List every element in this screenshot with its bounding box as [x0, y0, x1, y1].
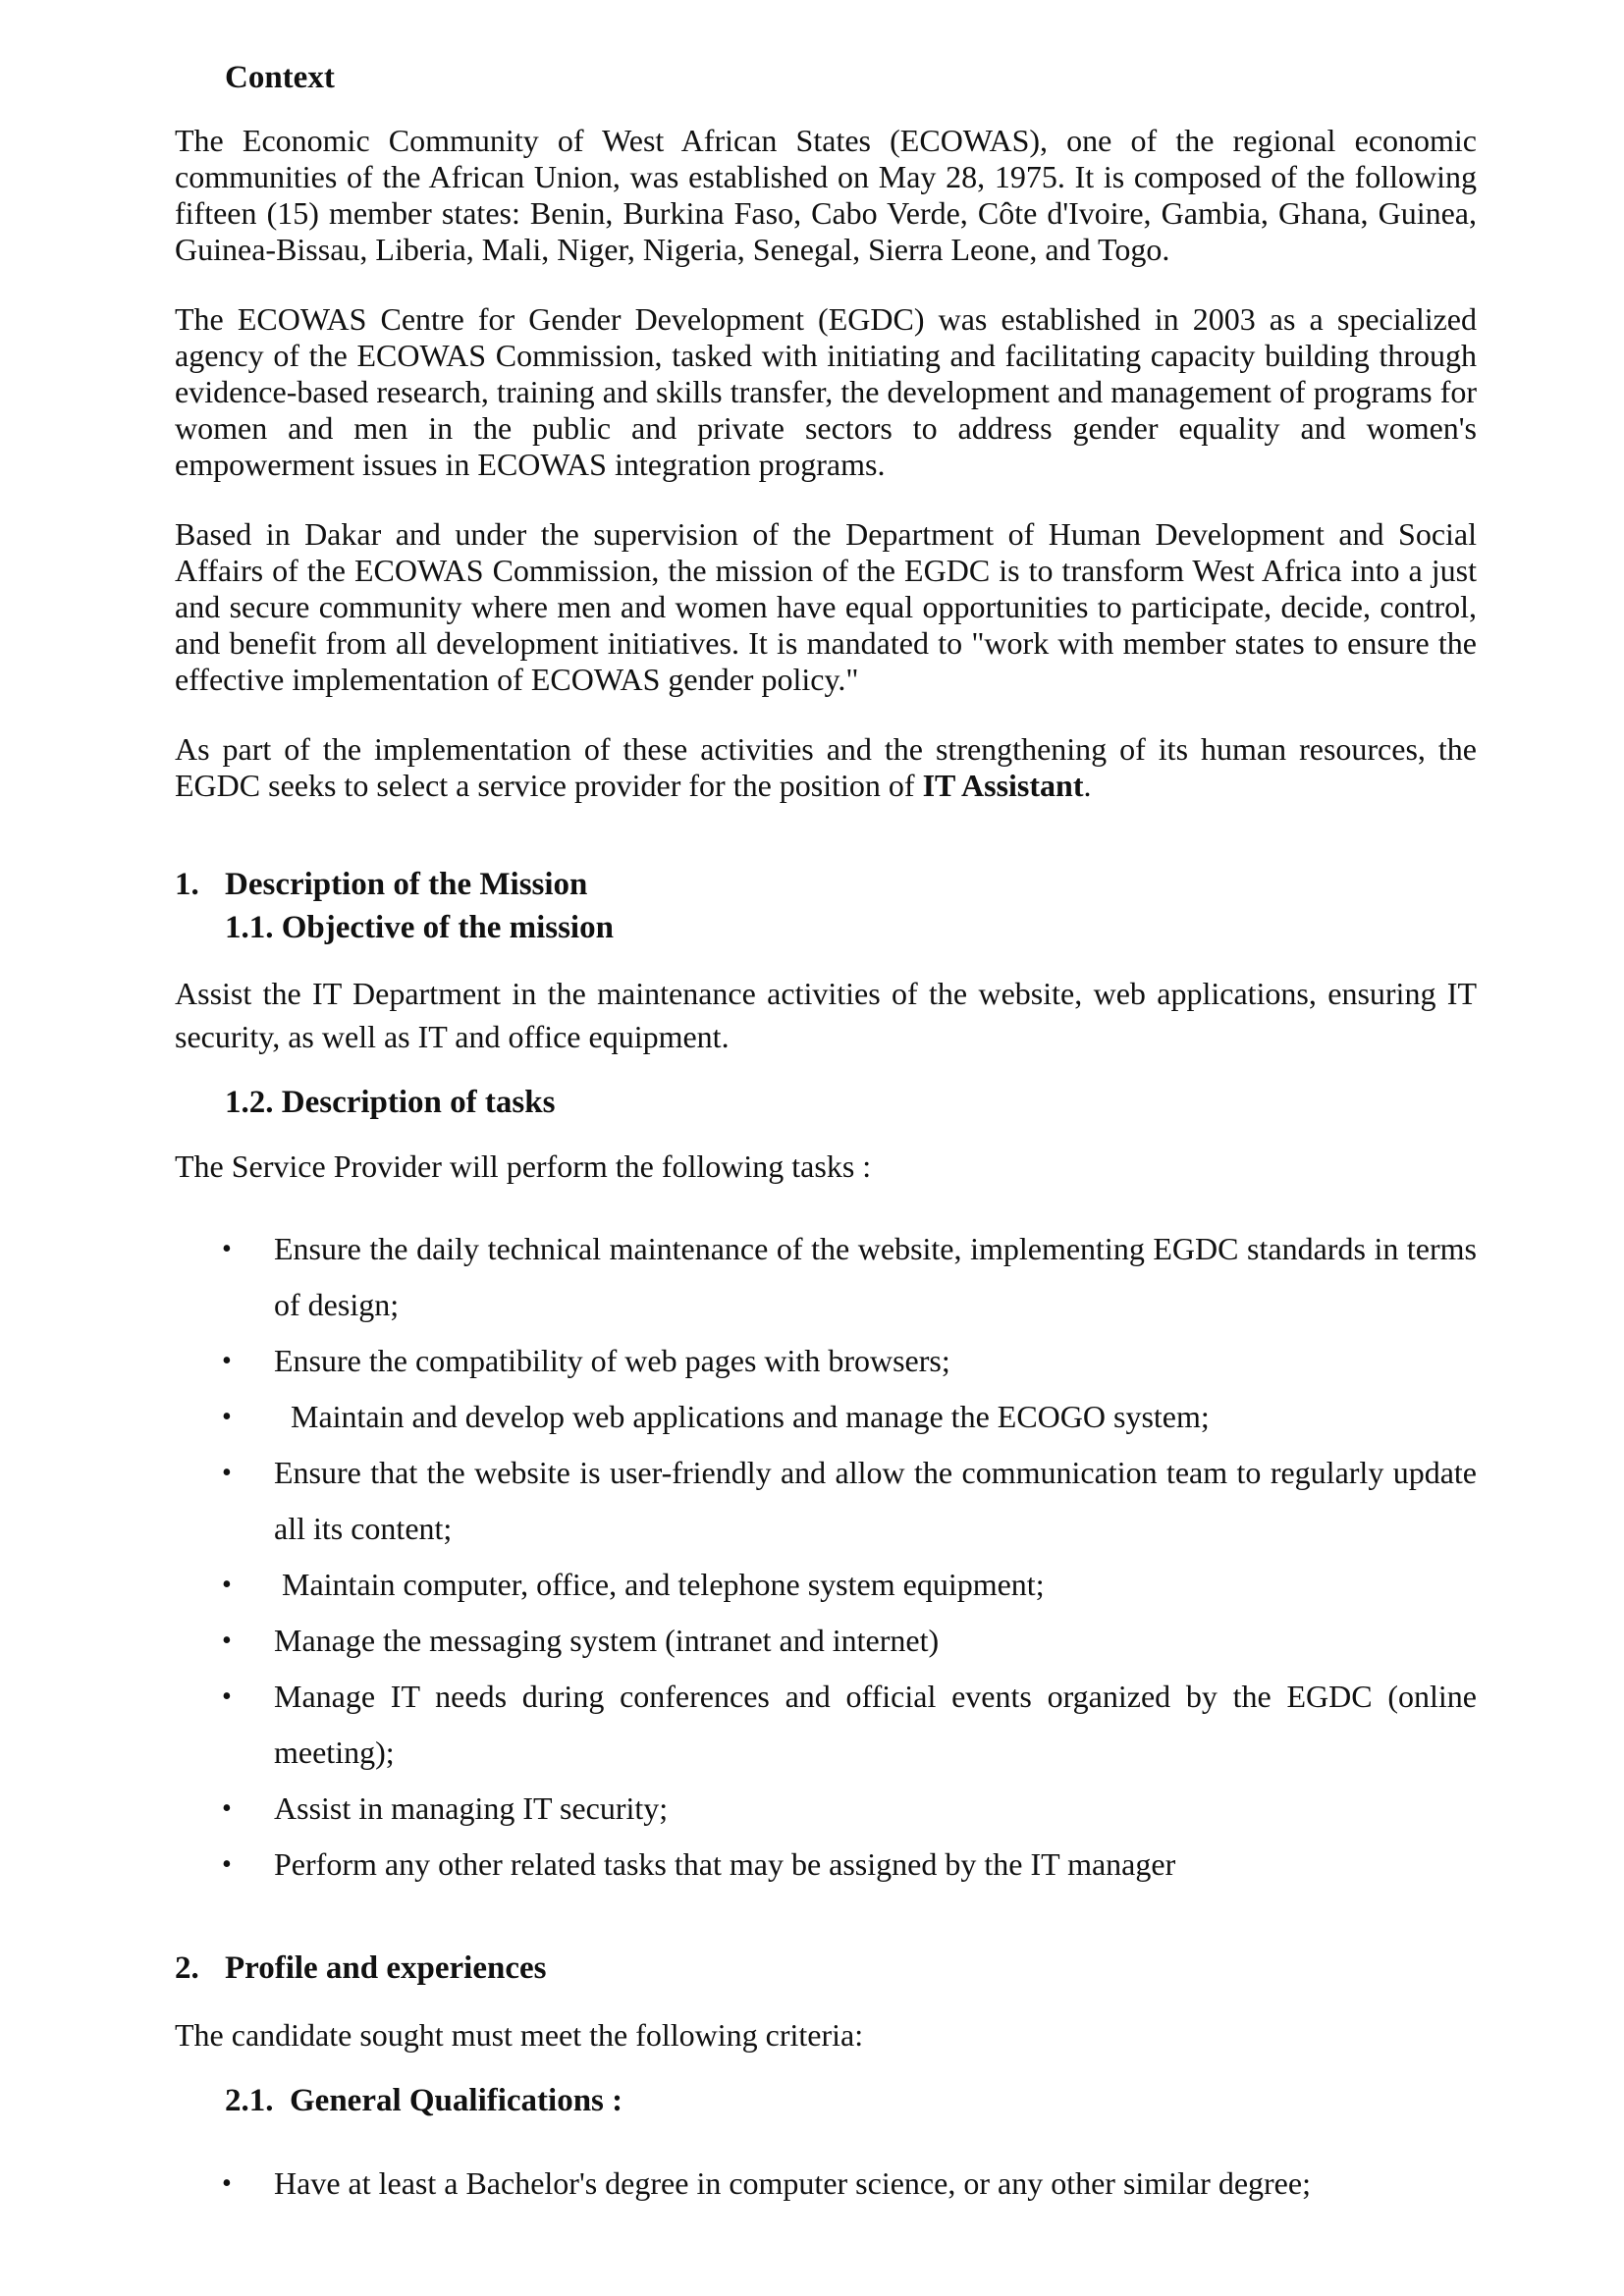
section-2-heading	[175, 1949, 1477, 1988]
section-1-1-heading	[225, 908, 1527, 947]
list-item	[175, 1781, 1477, 1837]
bullet-icon: •	[222, 1234, 232, 1264]
section-1-2-heading	[225, 1083, 1527, 1122]
section-1-1-number: 1.1.	[225, 910, 274, 945]
list-item	[175, 1389, 1477, 1445]
bullet-icon: •	[222, 2168, 232, 2199]
section-1-heading	[175, 865, 1477, 904]
list-item	[175, 1557, 1477, 1613]
section-2-title: Profile and experiences	[225, 1950, 547, 1986]
list-item	[175, 1669, 1477, 1781]
context-paragraph-4	[175, 731, 1477, 804]
task-text: Ensure the compatibility of web pages with browsers;	[274, 1343, 950, 1378]
bullet-icon: •	[222, 1570, 232, 1600]
section-2-1-number: 2.1.	[225, 2083, 274, 2118]
list-item	[175, 2156, 1477, 2212]
position-title: IT Assistant	[922, 768, 1084, 803]
bullet-icon: •	[222, 1793, 232, 1824]
task-text: Ensure that the website is user-friendly and allow the communication team to regularly update all its content;	[274, 1455, 1477, 1546]
context-paragraph-2: The ECOWAS Centre for Gender Development (EGDC) was established in 2003 as a specialized agency of the ECOWAS Commission, tasked with initiating and facilitating capacity building through evidence-based research, training and skills transfer, the development and management of programs for women and men in the public and private sectors to address gender equality and women's empowerment issues in ECOWAS integration programs.	[175, 301, 1477, 482]
list-item	[175, 1837, 1477, 1893]
bullet-icon: •	[222, 1346, 232, 1376]
section-1-1-title: Objective of the mission	[281, 910, 614, 945]
task-text: Manage the messaging system (intranet and internet)	[274, 1623, 940, 1658]
task-text: Manage IT needs during conferences and official events organized by the EGDC (online meeting);	[274, 1679, 1477, 1770]
task-text: Maintain and develop web applications and manage the ECOGO system;	[291, 1399, 1210, 1434]
tasks-intro: The Service Provider will perform the following tasks :	[175, 1148, 872, 1184]
context-paragraph-1: The Economic Community of West African States (ECOWAS), one of the regional economic communities of the African Union, was established on May 28, 1975. It is composed of the following fifteen (15) member states: Benin, Burkina Faso, Cabo Verde, Côte d'Ivoire, Gambia, Ghana, Guinea, Guinea-Bissau, Liberia, Mali, Niger, Nigeria, Senegal, Sierra Leone, and Togo.	[175, 123, 1477, 267]
profile-intro: The candidate sought must meet the following criteria:	[175, 2017, 864, 2053]
section-1-title: Description of the Mission	[225, 867, 588, 902]
list-item	[175, 1333, 1477, 1389]
mission-objective-text: Assist the IT Department in the maintenance activities of the website, web applications, ensuring IT security, as well as IT and office equipment.	[175, 976, 1477, 1054]
section-1-2-number: 1.2.	[225, 1085, 274, 1120]
bullet-icon: •	[222, 1682, 232, 1712]
task-text: Maintain computer, office, and telephone system equipment;	[282, 1567, 1045, 1602]
section-2-1-title: General Qualifications :	[290, 2083, 623, 2118]
context-paragraph-4-end: .	[1083, 768, 1092, 803]
context-paragraph-4-text: As part of the implementation of these activities and the strengthening of its human resources, the EGDC seeks to select a service provider for the position of	[175, 731, 1477, 803]
qualifications-list	[175, 2156, 1477, 2212]
task-text: Assist in managing IT security;	[274, 1790, 669, 1826]
bullet-icon: •	[222, 1626, 232, 1656]
task-text: Perform any other related tasks that may be assigned by the IT manager	[274, 1846, 1176, 1882]
section-1-2-title: Description of tasks	[281, 1085, 556, 1120]
bullet-icon: •	[222, 1458, 232, 1488]
section-1-number: 1.	[175, 867, 199, 902]
section-2-number: 2.	[175, 1950, 199, 1986]
list-item	[175, 1445, 1477, 1557]
bullet-icon: •	[222, 1402, 232, 1432]
task-text: Ensure the daily technical maintenance of the website, implementing EGDC standards in terms of design;	[274, 1231, 1477, 1322]
section-2-1-heading	[225, 2081, 1527, 2120]
qualification-text: Have at least a Bachelor's degree in computer science, or any other similar degree;	[274, 2165, 1311, 2201]
tasks-list	[175, 1221, 1477, 1893]
bullet-icon: •	[222, 1849, 232, 1880]
context-paragraph-3: Based in Dakar and under the supervision of the Department of Human Development and Social Affairs of the ECOWAS Commission, the mission of the EGDC is to transform West Africa into a just and secure community where men and women have equal opportunities to participate, decide, control, and benefit from all development initiatives. It is mandated to "work with member states to ensure the effective implementation of ECOWAS gender policy."	[175, 516, 1477, 697]
context-heading: Context	[225, 60, 335, 95]
list-item	[175, 1613, 1477, 1669]
list-item	[175, 1221, 1477, 1333]
